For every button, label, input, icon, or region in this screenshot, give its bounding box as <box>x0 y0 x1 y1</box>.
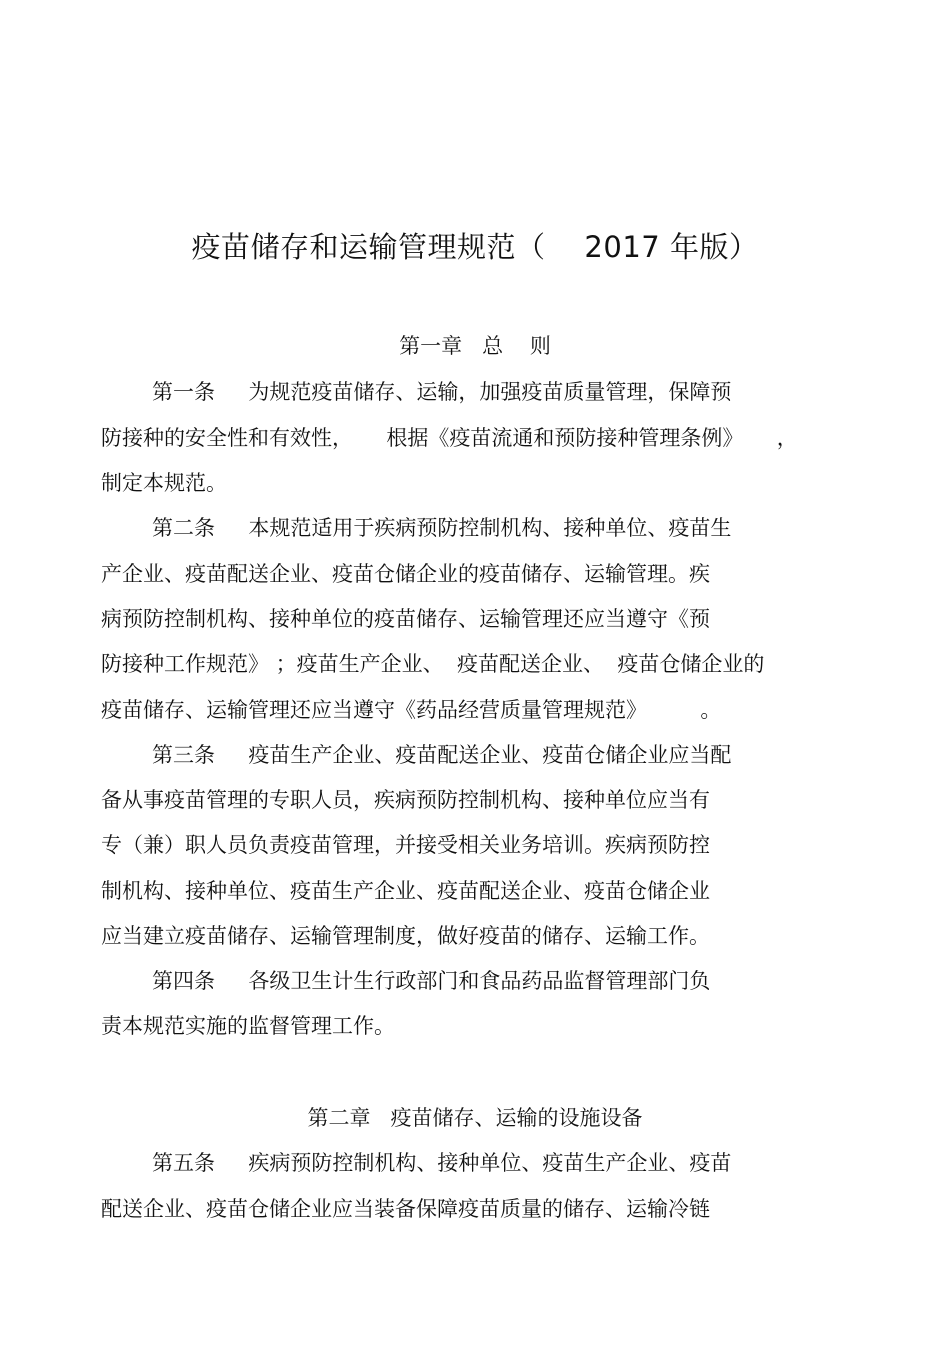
article-3-line-4: 制机构、接种单位、疫苗生产企业、疫苗配送企业、疫苗仓储企业 <box>101 879 710 903</box>
article-4-line-2: 责本规范实施的监督管理工作。 <box>101 1014 395 1038</box>
chapter-2-heading: 第二章 疫苗储存、运输的设施设备 <box>307 1106 643 1130</box>
chapter-1-heading: 第一章 总 则 <box>399 334 551 358</box>
article-3-line-5: 应当建立疫苗储存、运输管理制度，做好疫苗的储存、运输工作。 <box>101 924 710 948</box>
article-2-line-3: 病预防控制机构、接种单位的疫苗储存、运输管理还应当遵守《预 <box>101 607 710 631</box>
article-5-line-2: 配送企业、疫苗仓储企业应当装备保障疫苗质量的储存、运输冷链 <box>101 1197 710 1221</box>
document-title: 疫苗储存和运输管理规范（ 2017 年版） <box>191 230 759 264</box>
article-2-line-1: 第二条 本规范适用于疾病预防控制机构、接种单位、疫苗生 <box>152 516 732 540</box>
article-1-line-1: 第一条 为规范疫苗储存、运输，加强疫苗质量管理，保障预 <box>152 380 732 404</box>
article-1-line-2: 防接种的安全性和有效性， 根据《疫苗流通和预防接种管理条例》 ， <box>101 426 798 450</box>
article-2-line-4: 防接种工作规范》 ；疫苗生产企业、 疫苗配送企业、 疫苗仓储企业的 <box>101 652 765 676</box>
article-5-line-1: 第五条 疾病预防控制机构、接种单位、疫苗生产企业、疫苗 <box>152 1151 732 1175</box>
article-1-line-3: 制定本规范。 <box>101 471 227 495</box>
article-2-line-2: 产企业、疫苗配送企业、疫苗仓储企业的疫苗储存、运输管理。疾 <box>101 562 710 586</box>
article-3-line-3: 专（兼）职人员负责疫苗管理，并接受相关业务培训。疾病预防控 <box>101 833 710 857</box>
article-3-line-1: 第三条 疫苗生产企业、疫苗配送企业、疫苗仓储企业应当配 <box>152 743 732 767</box>
article-4-line-1: 第四条 各级卫生计生行政部门和食品药品监督管理部门负 <box>152 969 711 993</box>
article-3-line-2: 备从事疫苗管理的专职人员，疾病预防控制机构、接种单位应当有 <box>101 788 710 812</box>
article-2-line-5: 疫苗储存、运输管理还应当遵守《药品经营质量管理规范》 。 <box>101 698 722 722</box>
